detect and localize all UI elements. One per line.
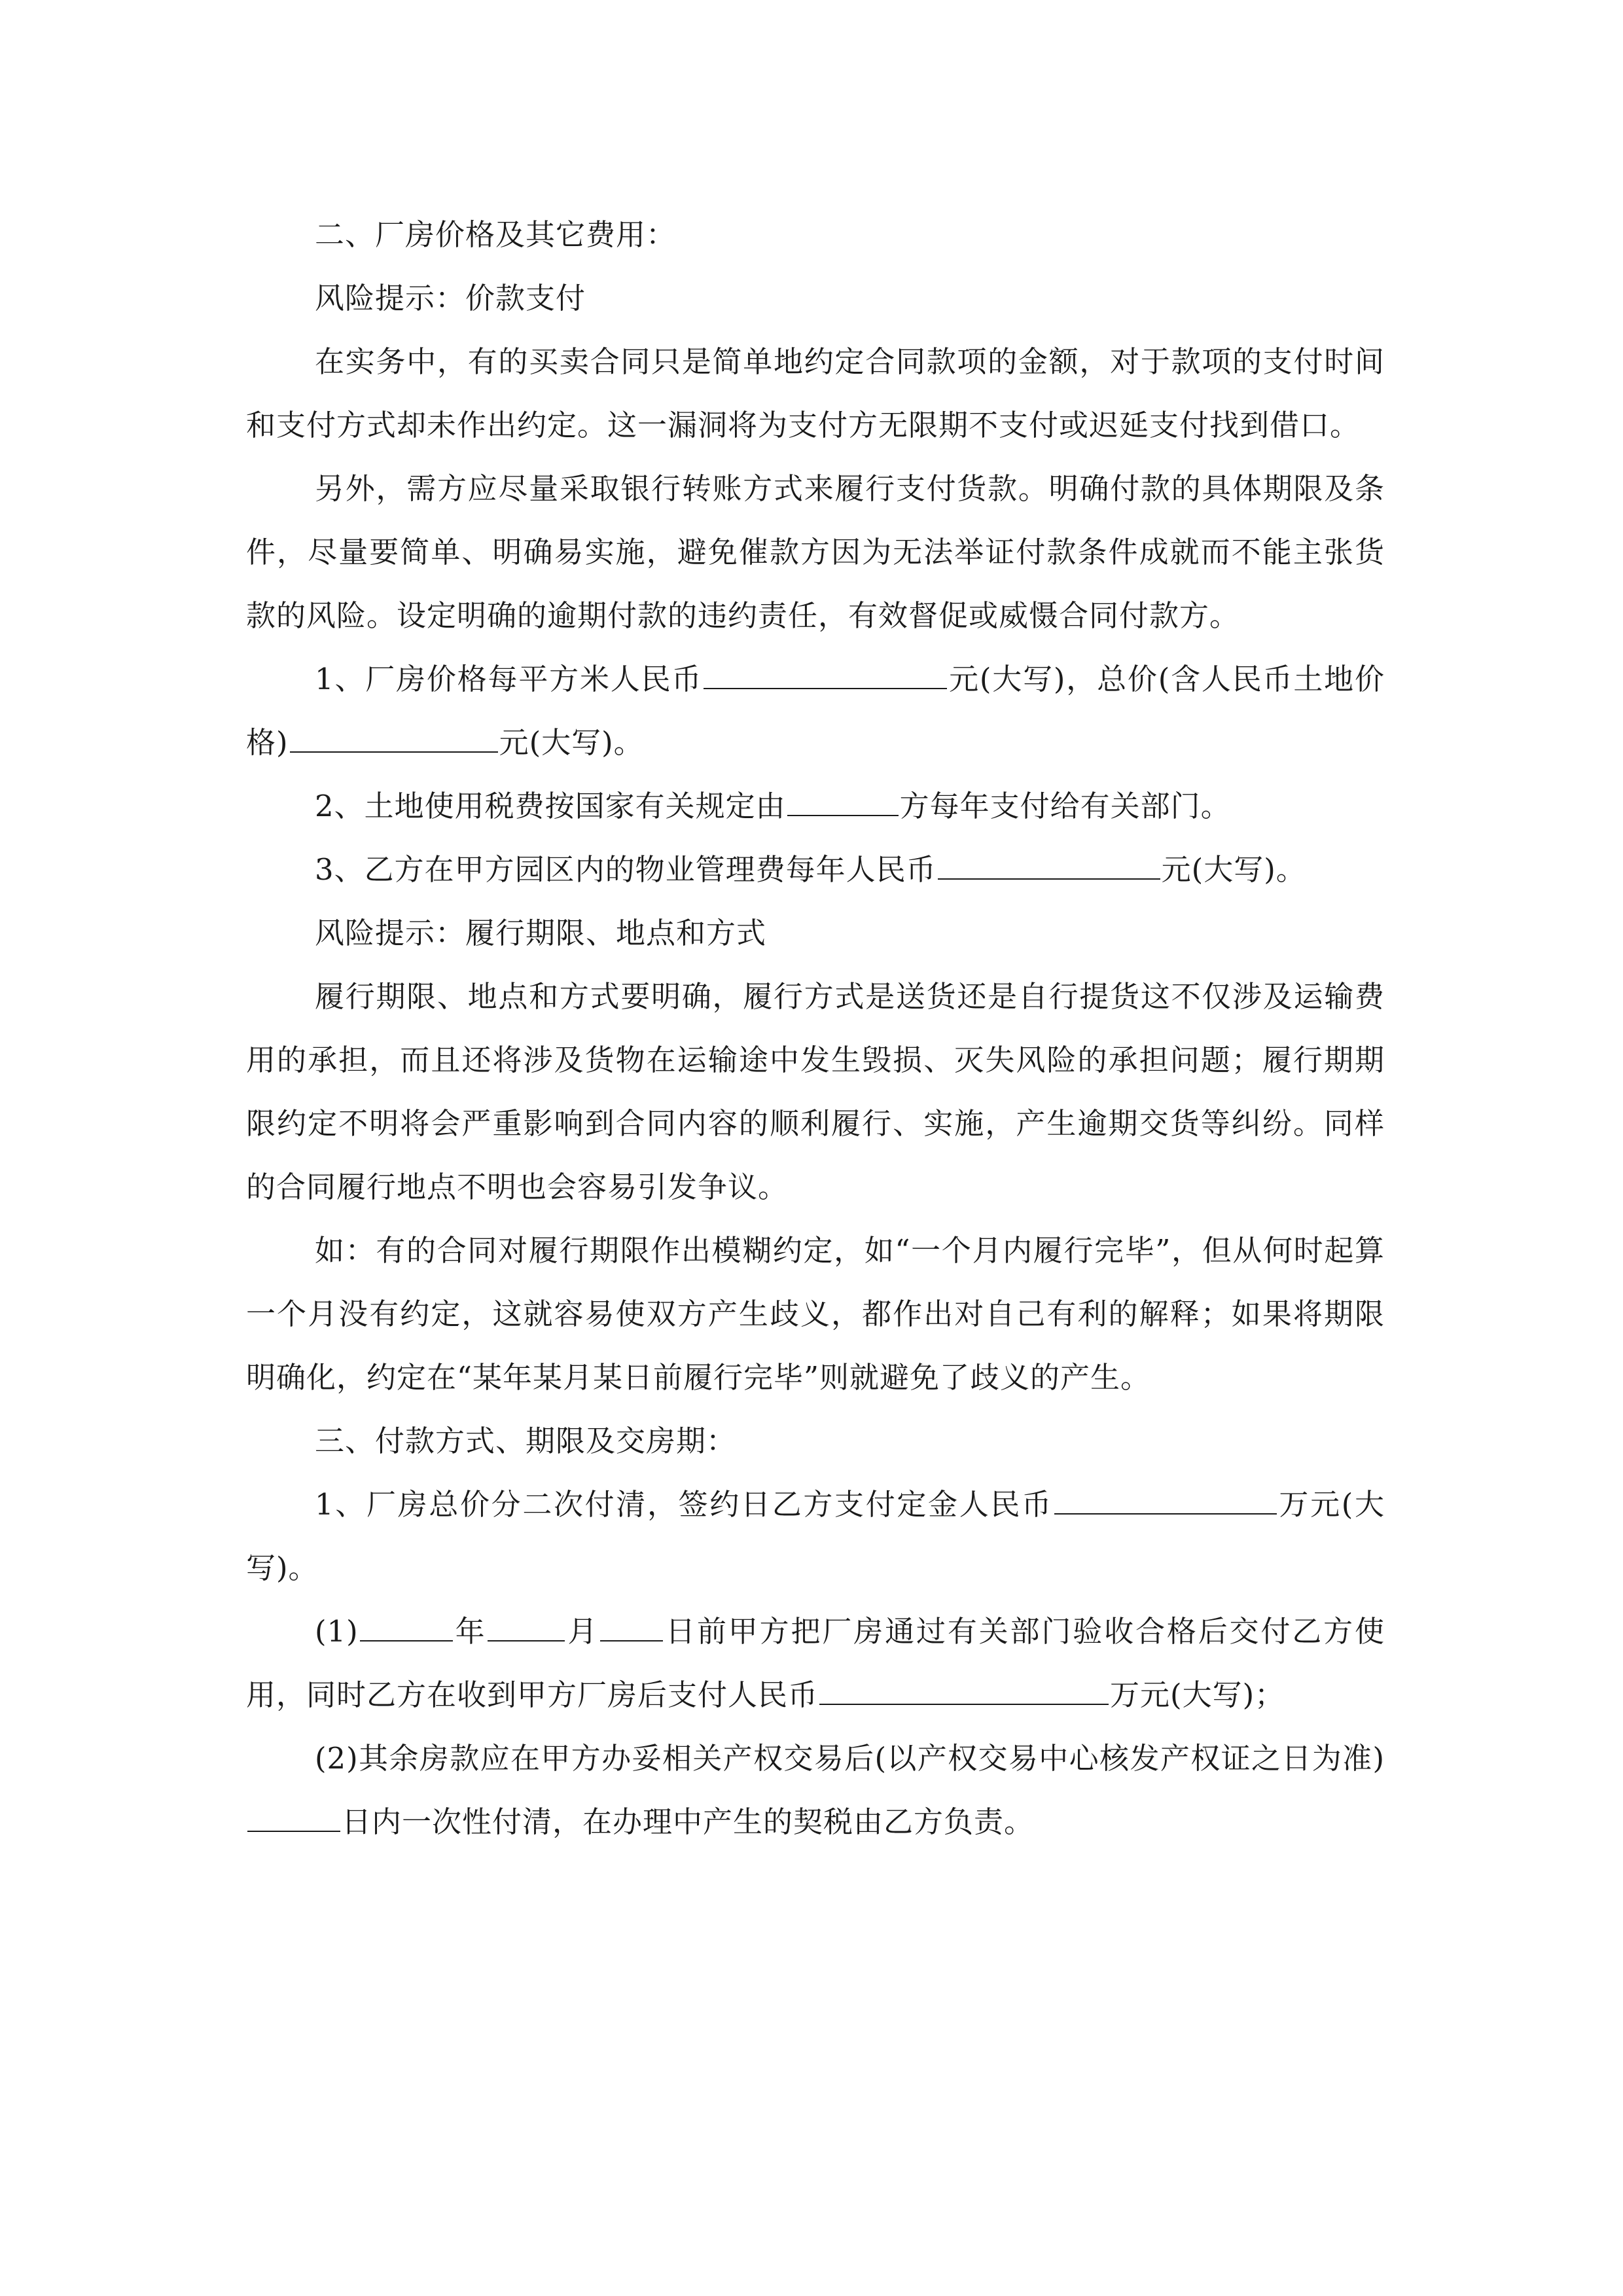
document-page [246, 203, 1385, 1854]
paragraph-text: 风险提示：价款支付 [315, 281, 586, 315]
risk-note-heading [246, 266, 1385, 330]
fill-in-blank[interactable] [819, 1677, 1109, 1705]
fill-in-blank[interactable] [290, 725, 498, 753]
paragraph-text: 三、付款方式、期限及交房期： [315, 1424, 737, 1458]
fill-in-blank[interactable] [704, 662, 947, 689]
paragraph [246, 457, 1385, 647]
paragraph-text: (2)其余房款应在甲方办妥相关产权交易后(以产权交易中心核发产权证之日为准) [315, 1741, 1385, 1776]
paragraph-text: 方每年支付给有关部门。 [899, 789, 1231, 823]
paragraph-text: 在实务中，有的买卖合同只是简单地约定合同款项的金额，对于款项的支付时间和支付方式却未作出约定。这一漏洞将为支付方无限期不支付或迟延支付找到借口。 [246, 344, 1385, 442]
fill-in-blank[interactable] [787, 789, 899, 816]
paragraph [246, 1219, 1385, 1409]
paragraph-text: 如：有的合同对履行期限作出模糊约定，如“一个月内履行完毕”，但从何时起算一个月没有约定，这就容易使双方产生歧义，都作出对自己有利的解释；如果将期限明确化，约定在“某年某月某日前履行完毕”则就避免了歧义的产生。 [246, 1233, 1385, 1395]
paragraph [246, 965, 1385, 1219]
paragraph-text: 日内一次性付清，在办理中产生的契税由乙方负责。 [342, 1804, 1035, 1839]
fill-in-blank[interactable] [600, 1614, 663, 1641]
fill-in-blank[interactable] [938, 852, 1160, 880]
payment-clause-1 [246, 1473, 1385, 1600]
paragraph-text: 月 [566, 1614, 599, 1649]
paragraph-text: 1、厂房总价分二次付清，签约日乙方支付定金人民币 [315, 1487, 1053, 1522]
paragraph-text: 元(大写)。 [1161, 852, 1306, 887]
risk-note-heading [246, 901, 1385, 965]
paragraph-text: 1、厂房价格每平方米人民币 [315, 662, 703, 696]
paragraph-text: 2、土地使用税费按国家有关规定由 [315, 789, 786, 823]
payment-subclause-1 [246, 1600, 1385, 1727]
section-heading-2 [246, 203, 1385, 266]
payment-subclause-2 [246, 1727, 1385, 1854]
fill-in-blank[interactable] [488, 1614, 565, 1641]
paragraph-text: 风险提示：履行期限、地点和方式 [315, 916, 767, 950]
paragraph-text: 元(大写)。 [499, 725, 644, 760]
paragraph-text: 日前甲方把厂房通过有关部门验收合格后交付乙方使用，同时乙方在收到甲方厂房后支付人民币 [246, 1614, 1385, 1712]
paragraph-text: 另外，需方应尽量采取银行转账方式来履行支付货款。明确付款的具体期限及条件，尽量要简单、明确易实施，避免催款方因为无法举证付款条件成就而不能主张货款的风险。设定明确的逾期付款的违约责任，有效督促或威慑合同付款方。 [246, 471, 1385, 633]
paragraph-text: 年 [454, 1614, 487, 1649]
fill-in-blank[interactable] [1054, 1487, 1277, 1515]
paragraph-text: 3、乙方在甲方园区内的物业管理费每年人民币 [315, 852, 936, 887]
paragraph-text: 履行期限、地点和方式要明确，履行方式是送货还是自行提货这不仅涉及运输费用的承担，而且还将涉及货物在运输途中发生毁损、灭失风险的承担问题；履行期期限约定不明将会严重影响到合同内容的顺利履行、实施，产生逾期交货等纠纷。同样的合同履行地点不明也会容易引发争议。 [246, 979, 1385, 1204]
clause-3 [246, 838, 1385, 901]
paragraph-text: 元(大写)，总价(含人民币土地价格) [246, 662, 1385, 760]
clause-2 [246, 774, 1385, 838]
paragraph-text: 二、厂房价格及其它费用： [315, 217, 677, 252]
fill-in-blank[interactable] [360, 1614, 453, 1641]
clause-1 [246, 647, 1385, 774]
section-heading-3 [246, 1409, 1385, 1473]
paragraph-text: 万元(大写)； [1110, 1677, 1285, 1712]
paragraph-text: 万元(大写)。 [246, 1487, 1385, 1585]
paragraph [246, 330, 1385, 457]
fill-in-blank[interactable] [247, 1804, 340, 1832]
paragraph-text: (1) [315, 1614, 359, 1649]
